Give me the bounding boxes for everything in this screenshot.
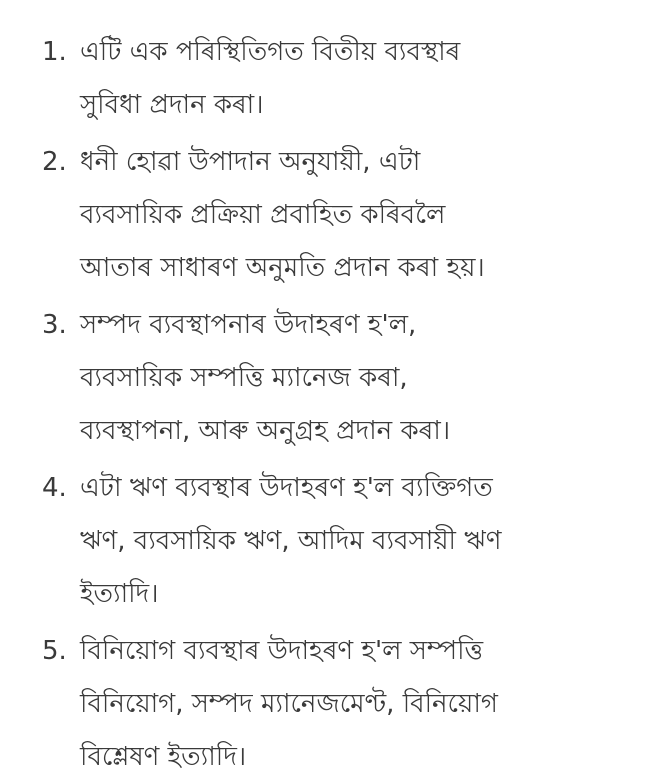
list-item-number: 3. — [42, 310, 67, 340]
list-item-line: ব্যবস্থাপনা, আৰু অনুগ্ৰহ প্ৰদান কৰা। — [80, 416, 451, 446]
list-item-number: 5. — [42, 636, 67, 666]
list-item-number: 1. — [42, 37, 67, 67]
list-item-line: বিনিয়োগ ব্যবস্থাৰ উদাহৰণ হ'ল সম্পত্তি — [80, 636, 484, 666]
list-item-text — [80, 299, 641, 458]
numbered-list — [42, 26, 641, 784]
list-item-text — [80, 462, 641, 621]
list-item-line: বিনিয়োগ, সম্পদ ম্যানেজমেণ্ট, বিনিয়োগ — [80, 689, 498, 719]
list-item-line: ধনী হোৱা উপাদান অনুযায়ী, এটা — [80, 147, 421, 177]
list-item-1 — [42, 26, 641, 132]
list-item-number: 2. — [42, 147, 67, 177]
list-item-4 — [42, 462, 641, 621]
list-item-line: ব্যবসায়িক সম্পত্তি ম্যানেজ কৰা, — [80, 363, 408, 393]
list-item-line: ইত্যাদি। — [80, 579, 159, 609]
list-item-3 — [42, 299, 641, 458]
list-item-line: এটা ঋণ ব্যবস্থাৰ উদাহৰণ হ'ল ব্যক্তিগত — [80, 473, 493, 503]
list-item-text — [80, 136, 641, 295]
list-item-text — [80, 26, 641, 132]
list-item-line: ঋণ, ব্যবসায়িক ঋণ, আদিম ব্যবসায়ী ঋণ — [80, 526, 502, 556]
list-item-5 — [42, 625, 641, 784]
list-item-line: সুবিধা প্ৰদান কৰা। — [80, 90, 264, 120]
list-item-line: সম্পদ ব্যবস্থাপনাৰ উদাহৰণ হ'ল, — [80, 310, 417, 340]
list-item-line: আতাৰ সাধাৰণ অনুমতি প্ৰদান কৰা হয়। — [80, 253, 485, 283]
list-item-line: ব্যবসায়িক প্ৰক্ৰিয়া প্ৰবাহিত কৰিবলৈ — [80, 200, 446, 230]
list-item-line: এটি এক পৰিস্থিতিগত বিতীয় ব্যবস্থাৰ — [80, 37, 461, 67]
list-item-text — [80, 625, 641, 784]
list-item-2 — [42, 136, 641, 295]
list-item-line: বিশ্লেষণ ইত্যাদি। — [80, 742, 247, 772]
list-item-number: 4. — [42, 473, 67, 503]
